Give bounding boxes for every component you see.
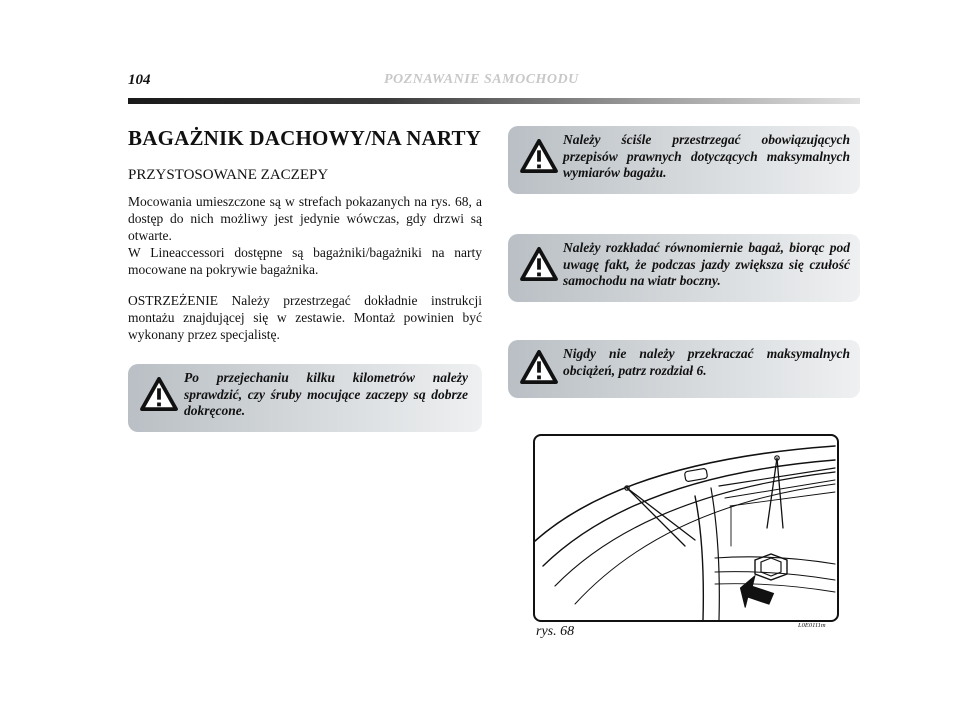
warning-box-screws	[128, 364, 482, 432]
warning-triangle-icon	[520, 350, 558, 384]
paragraph-warning-note: OSTRZEŻENIE Należy przestrzegać dokładnie instrukcji montażu znajdującej się w zestawie. Montaż powinien być wykonany przez specjalistę.	[128, 293, 482, 342]
warning-triangle-icon	[520, 247, 558, 281]
paragraph-mounting: Mocowania umieszczone są w strefach pokazanych na rys. 68, a dostęp do nich możliwy jest jedynie wówczas, gdy drzwi są otwarte.	[128, 194, 482, 243]
paragraph-lineaccessori: W Lineaccessori dostępne są bagażniki/bagażniki na narty mocowane na pokrywie bagażnika.	[128, 245, 482, 277]
roof-attachment-illustration	[535, 436, 837, 620]
warning-text-max-load: Nigdy nie należy przekraczać maksymalnych obciążeń, patrz rozdział 6.	[563, 346, 850, 378]
warning-text-screws: Po przejechaniu kilku kilometrów należy sprawdzić, czy śruby mocujące zaczepy są dobrze dokręcone.	[184, 370, 468, 418]
page-number: 104	[128, 72, 151, 88]
warning-box-regulations	[508, 126, 860, 194]
warning-triangle-icon	[520, 139, 558, 173]
section-title: BAGAŻNIK DACHOWY/NA NARTY	[128, 126, 482, 150]
warning-box-max-load	[508, 340, 860, 398]
header-rule	[128, 98, 860, 104]
subsection-title: PRZYSTOSOWANE ZACZEPY	[128, 167, 329, 183]
warning-box-crosswind	[508, 234, 860, 302]
figure-code: L0E0111m	[798, 622, 826, 629]
main-text-column	[128, 126, 482, 343]
figure-caption: rys. 68	[536, 624, 575, 639]
warning-text-regulations: Należy ściśle przestrzegać obowiązujących przepisów prawnych dotyczących maksymalnych wymiarów bagażu.	[563, 132, 850, 180]
figure-roof-attachment	[533, 434, 839, 622]
warning-text-crosswind: Należy rozkładać równomiernie bagaż, biorąc pod uwagę fakt, że podczas jazdy zwiększa się czułość samochodu na wiatr boczny.	[563, 240, 850, 288]
running-title: POZNAWANIE SAMOCHODU	[384, 72, 579, 87]
warning-triangle-icon	[140, 377, 178, 411]
